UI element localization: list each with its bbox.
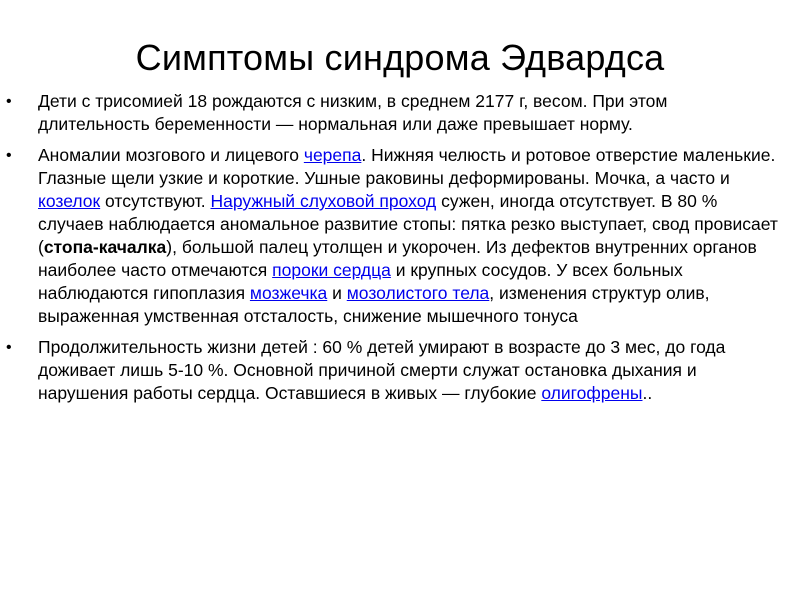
text-run: Продолжительность жизни детей : 60 % детей умирают в возрасте до 3 мес, до года доживает лишь 5-10 %. Основной причиной смерти служат остановка дыхания и нарушения работы сердца. Оставшиеся в живых — глубокие bbox=[38, 337, 726, 403]
slide-title: Симптомы синдрома Эдвардса bbox=[135, 37, 665, 78]
inline-link[interactable]: мозжечка bbox=[249, 283, 328, 303]
bullet-item bbox=[6, 144, 778, 328]
text-run: Дети с трисомией 18 рождаются с низким, в среднем 2177 г, весом. При этом длительность беременности — нормальная или даже превышает норму. bbox=[38, 91, 668, 134]
inline-link[interactable]: черепа bbox=[303, 145, 362, 165]
bullet-item bbox=[6, 336, 778, 405]
text-run: отсутствуют. bbox=[100, 191, 211, 211]
text-run: и bbox=[327, 283, 347, 303]
bullet-dot-icon: • bbox=[6, 147, 12, 164]
bullet-item bbox=[6, 90, 778, 136]
inline-link[interactable]: пороки сердца bbox=[272, 260, 391, 280]
inline-link[interactable]: олигофрены bbox=[541, 383, 643, 403]
text-run: сужен, иногда отсутствует. В 80 % случаев наблюдается аномальное развитие стопы: пятка резко выступает, свод провисает ( bbox=[38, 191, 778, 257]
bullet-list bbox=[6, 90, 778, 413]
inline-link[interactable]: мозолистого тела bbox=[346, 283, 490, 303]
text-run: Аномалии мозгового и лицевого bbox=[38, 145, 304, 165]
bold-text: стопа-качалка bbox=[43, 237, 167, 257]
bullet-dot-icon: • bbox=[6, 93, 12, 110]
text-run: ), большой палец утолщен и укорочен. Из дефектов внутренних органов наиболее часто отмечаются bbox=[38, 237, 757, 280]
text-run: . Нижняя челюсть и ротовое отверстие маленькие. Глазные щели узкие и короткие. Ушные раковины деформированы. Мочка, а часто и bbox=[38, 145, 776, 188]
text-run: и крупных сосудов. У всех больных наблюдаются гипоплазия bbox=[38, 260, 683, 303]
text-run: .. bbox=[642, 383, 653, 403]
inline-link[interactable]: Наружный слуховой проход bbox=[210, 191, 437, 211]
text-run: , изменения структур олив, выраженная умственная отсталость, снижение мышечного тонуса bbox=[38, 283, 710, 326]
inline-link[interactable]: козелок bbox=[38, 191, 101, 211]
bullet-dot-icon: • bbox=[6, 339, 12, 356]
